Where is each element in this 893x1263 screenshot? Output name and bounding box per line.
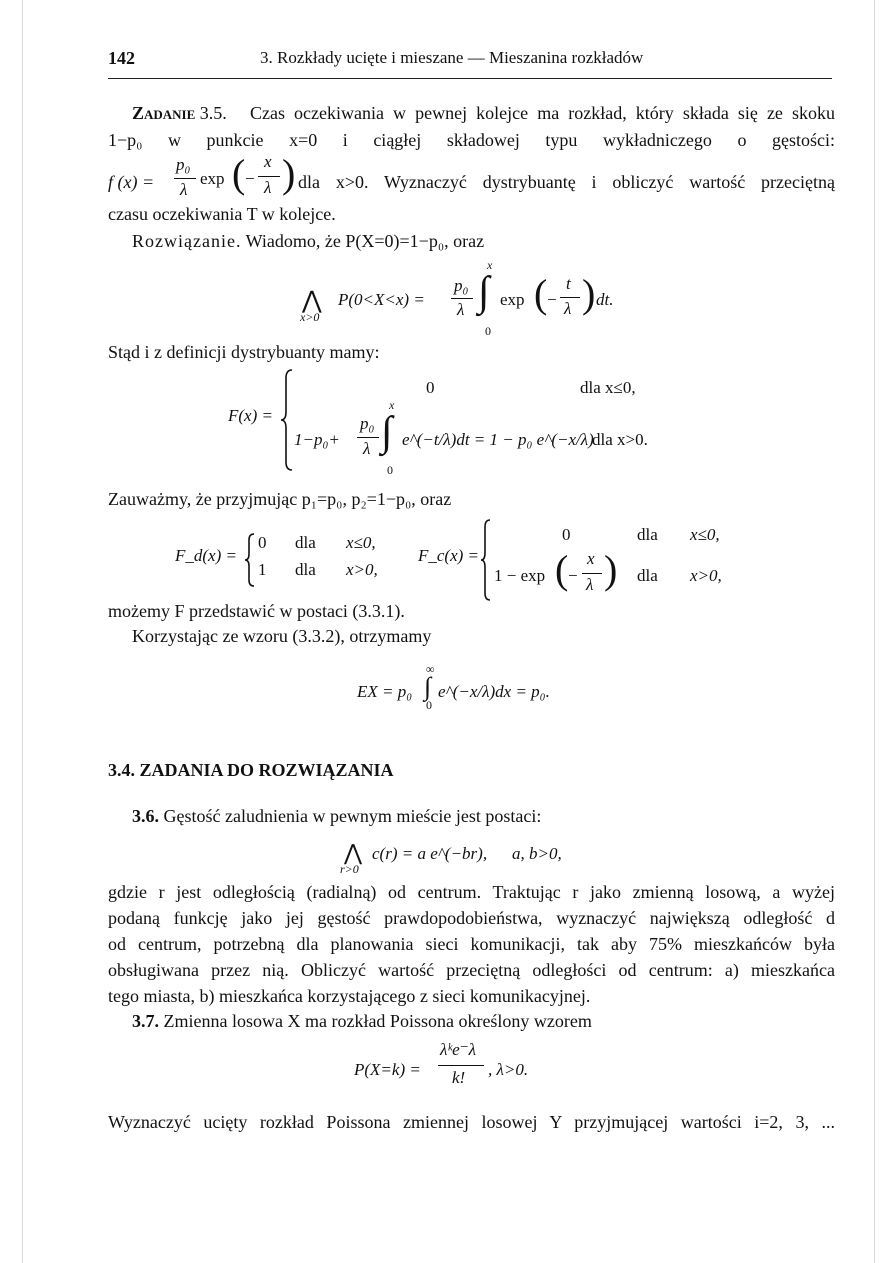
cdf-lhs: F(x) = bbox=[228, 406, 273, 425]
poisson-lhs: P(X=k) = bbox=[354, 1060, 421, 1079]
formula1-tail: dt. bbox=[596, 290, 614, 309]
fd-row1-cond: x≤0, bbox=[346, 533, 376, 552]
fc-row1-dla: dla bbox=[637, 525, 658, 544]
left-paren: ( bbox=[534, 271, 548, 316]
cdf-case2-integrand: e^(−t/λ)dt = 1 − p₀ e^(−x/λ) bbox=[402, 430, 594, 449]
minus-sign: − bbox=[245, 169, 255, 188]
problem-3-6-intro: 3.6. Gęstość zaludnienia w pewnym mieście jest postaci: bbox=[132, 806, 542, 826]
frac-num-p0: p₀ bbox=[454, 276, 469, 295]
right-paren: ) bbox=[604, 547, 618, 592]
observe-line: Zauważmy, że przyjmując p₁=p₀, p₂=1−p₀, oraz bbox=[108, 489, 452, 509]
header-rule bbox=[108, 78, 832, 79]
exp-label: exp bbox=[200, 169, 225, 188]
frac-den-lambda: λ bbox=[180, 180, 188, 199]
problem-3-7-intro: 3.7. Zmienna losowa X ma rozkład Poissona określony wzorem bbox=[132, 1011, 592, 1031]
integral-upper: x bbox=[487, 258, 493, 272]
integral-sign: ∫ bbox=[424, 672, 432, 701]
fd-row2-dla: dla bbox=[295, 560, 316, 579]
forall-symbol: ⋀ bbox=[344, 840, 363, 865]
frac-num-p0: p₀ bbox=[360, 414, 375, 433]
integral-upper: ∞ bbox=[426, 662, 435, 676]
fraction-bar bbox=[438, 1065, 484, 1066]
frac-num-p0: p₀ bbox=[176, 155, 191, 174]
represent-line: możemy F przedstawić w postaci (3.3.1). bbox=[108, 601, 405, 621]
poisson-tail: , λ>0. bbox=[488, 1060, 529, 1079]
minus-sign: − bbox=[547, 290, 557, 309]
problem-number: 3.7. bbox=[132, 1011, 159, 1031]
fd-row2-cond: x>0, bbox=[346, 560, 378, 579]
frac-den-lambda: λ bbox=[363, 439, 371, 458]
population-density-formula: c(r) = a e^(−br), bbox=[372, 844, 488, 863]
fc-lhs: F_c(x) = bbox=[418, 546, 480, 565]
left-paren: ( bbox=[232, 151, 246, 196]
solution-line bbox=[132, 231, 484, 252]
page-number: 142 bbox=[108, 48, 135, 68]
problem-3-5-heading bbox=[132, 103, 227, 124]
frac-num-t: t bbox=[566, 274, 571, 293]
forall-subscript: r>0 bbox=[340, 862, 359, 876]
problem-3-6-line1: gdzie r jest odległością (radialną) od centrum. Traktując r jako zmienną losową, a wyżej bbox=[108, 882, 835, 902]
integral-lower: 0 bbox=[387, 463, 393, 477]
section-heading: 3.4. ZADANIA DO ROZWIĄZANIA bbox=[108, 760, 394, 780]
frac-den-lambda: λ bbox=[264, 178, 272, 197]
page-edge-left bbox=[22, 0, 23, 1263]
cdf-case2-prefix: 1−p₀+ bbox=[294, 430, 340, 449]
poisson-numerator: λᵏe⁻λ bbox=[440, 1040, 477, 1059]
using-line: Korzystając ze wzoru (3.3.2), otrzymamy bbox=[132, 626, 432, 646]
fraction-bar bbox=[560, 297, 580, 298]
problem-3-6-line2: podaną funkcję jako jej gęstość prawdopodobieństwa, wyznaczyć największą odległość d bbox=[108, 908, 835, 928]
formula1-lhs: P(0<X<x) = bbox=[338, 290, 425, 309]
ex-lhs: EX = p₀ bbox=[357, 682, 413, 701]
problem-3-6-line3: od centrum, potrzebną dla planowania sieci komunikacji, tak aby 75% mieszkańców była bbox=[108, 934, 835, 954]
frac-num-x: x bbox=[587, 549, 595, 568]
fd-row1-dla: dla bbox=[295, 533, 316, 552]
fraction-bar bbox=[451, 298, 473, 299]
problem-3-5-line3: dla x>0. Wyznaczyć dystrybuantę i obliczyć wartość przeciętną bbox=[298, 172, 835, 192]
ex-body: e^(−x/λ)dx = p₀. bbox=[438, 682, 550, 701]
exp-label: exp bbox=[500, 290, 525, 309]
fd-lhs: F_d(x) = bbox=[175, 546, 237, 565]
integral-upper: x bbox=[389, 398, 395, 412]
integral-lower: 0 bbox=[426, 698, 432, 712]
frac-den-lambda: λ bbox=[586, 575, 594, 594]
right-paren: ) bbox=[282, 151, 296, 196]
fraction-bar bbox=[357, 437, 379, 438]
cdf-case2-cond: dla x>0. bbox=[592, 430, 648, 449]
minus-sign: − bbox=[568, 566, 578, 585]
problem-3-6-line5: tego miasta, b) mieszkańca korzystającego z sieci komunikacyjnej. bbox=[108, 986, 591, 1006]
problem-number: 3.5. bbox=[199, 103, 227, 123]
poisson-denominator: k! bbox=[452, 1068, 466, 1087]
right-paren: ) bbox=[582, 271, 596, 316]
population-density-params: a, b>0, bbox=[512, 844, 562, 863]
fd-row2-value: 1 bbox=[258, 560, 267, 579]
problem-label: Zadanie bbox=[132, 103, 196, 123]
running-title: 3. Rozkłady ucięte i mieszane — Mieszanina rozkładów bbox=[260, 48, 644, 67]
left-paren: ( bbox=[555, 547, 569, 592]
problem-3-5-line2: 1−p₀ w punkcie x=0 i ciągłej składowej typu wykładniczego o gęstości: bbox=[108, 130, 835, 150]
density-lhs: f (x) = bbox=[108, 172, 155, 192]
fd-row1-value: 0 bbox=[258, 533, 267, 552]
fc-row2-cond: x>0, bbox=[690, 566, 722, 585]
left-brace bbox=[480, 518, 492, 602]
fraction-bar bbox=[582, 573, 602, 574]
page-edge-right bbox=[874, 0, 875, 1263]
problem-3-7-closing: Wyznaczyć ucięty rozkład Poissona zmiennej losowej Y przyjmującej wartości i=2, 3, ... bbox=[108, 1112, 835, 1132]
fc-row1-cond: x≤0, bbox=[690, 525, 720, 544]
fc-row2-value: 1 − exp bbox=[494, 566, 546, 585]
forall-subscript: x>0 bbox=[300, 310, 320, 324]
frac-den-lambda: λ bbox=[564, 299, 572, 318]
fraction-bar bbox=[258, 176, 280, 177]
problem-3-6-line4: obsługiwana przez nią. Obliczyć wartość przeciętną odległości od centrum: a) mieszkańca bbox=[108, 960, 835, 980]
problem-3-5-line4: czasu oczekiwania T w kolejce. bbox=[108, 204, 336, 224]
solution-text: Wiadomo, że P(X=0)=1−p₀, oraz bbox=[245, 231, 485, 251]
left-brace bbox=[244, 532, 256, 588]
left-brace bbox=[280, 368, 294, 472]
cdf-intro: Stąd i z definicji dystrybuanty mamy: bbox=[108, 342, 380, 362]
forall-symbol: ⋀ bbox=[302, 288, 322, 314]
frac-num-x: x bbox=[264, 152, 272, 171]
solution-label: Rozwiązanie. bbox=[132, 231, 242, 251]
fraction-bar bbox=[174, 178, 196, 179]
integral-sign: ∫ bbox=[478, 269, 490, 315]
cdf-case1-value: 0 bbox=[426, 378, 435, 397]
problem-3-5-line1: Czas oczekiwania w pewnej kolejce ma rozkład, który składa się ze skoku bbox=[250, 103, 835, 123]
integral-sign: ∫ bbox=[381, 409, 393, 455]
integral-lower: 0 bbox=[485, 324, 491, 338]
fc-row1-value: 0 bbox=[562, 525, 571, 544]
problem-number: 3.6. bbox=[132, 806, 159, 826]
cdf-case1-cond: dla x≤0, bbox=[580, 378, 636, 397]
fc-row2-dla: dla bbox=[637, 566, 658, 585]
frac-den-lambda: λ bbox=[457, 300, 465, 319]
